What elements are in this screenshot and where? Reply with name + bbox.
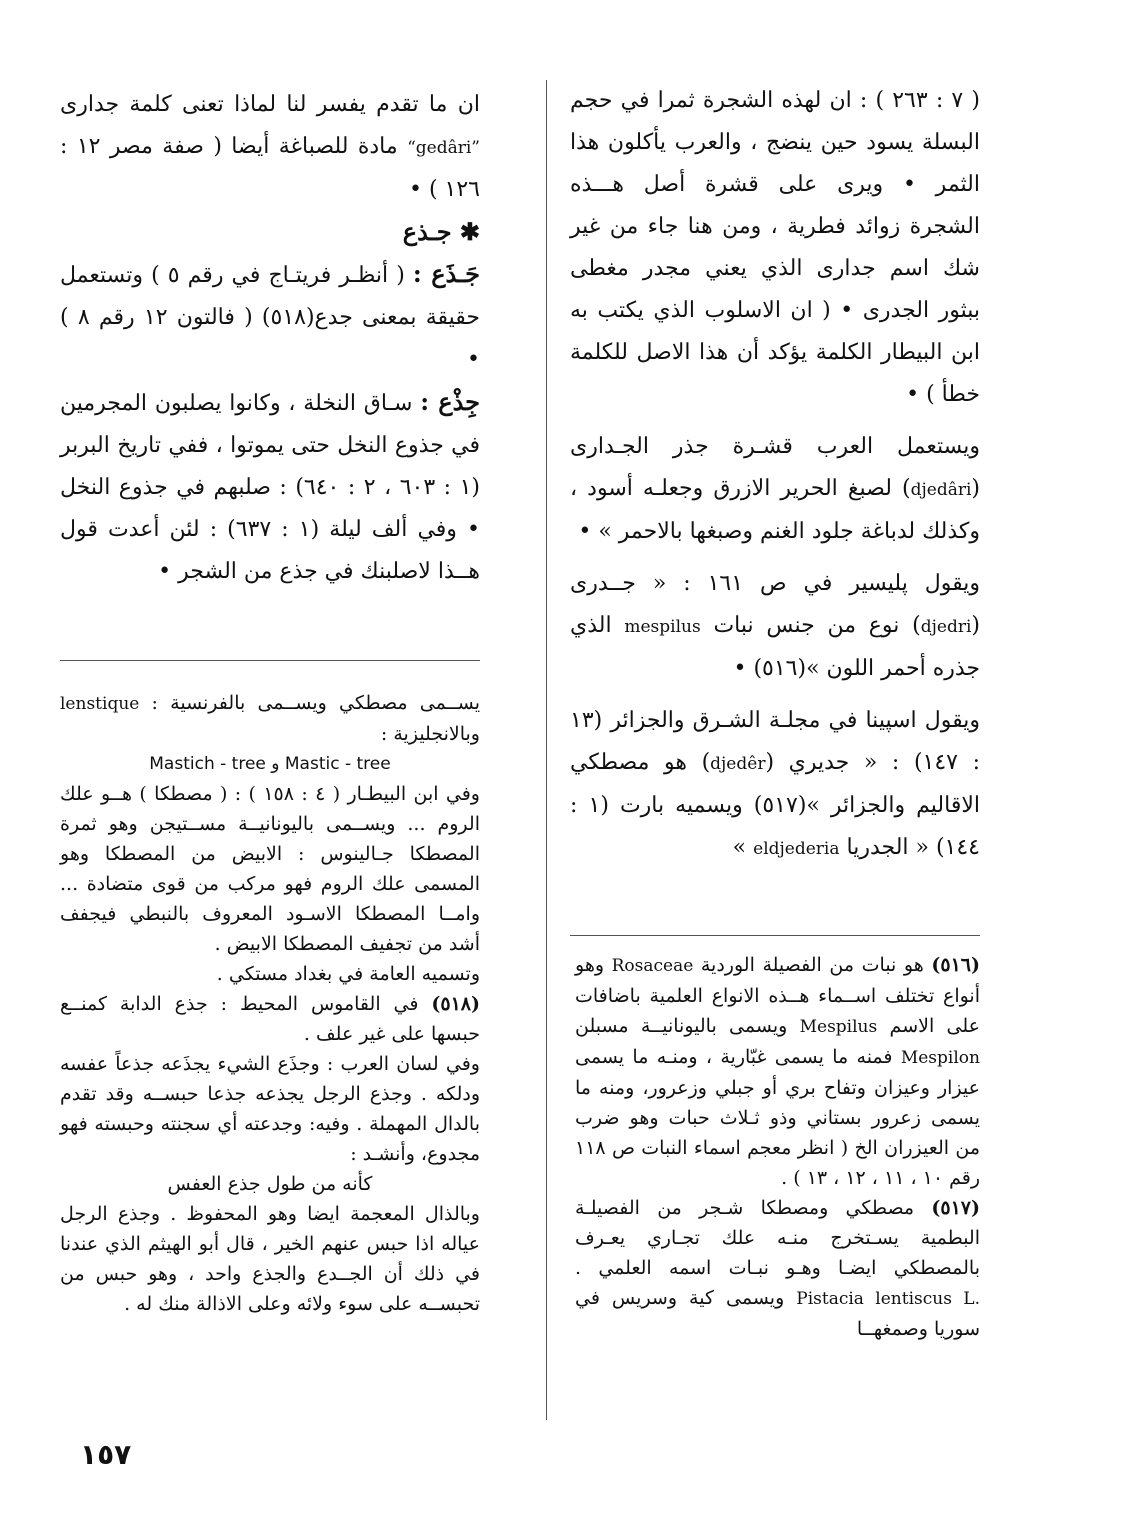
- text-run: يســمى مصطكي ويســمى بالفرنسية :: [151, 692, 480, 714]
- text-run: ويقول پليسير في ص ١٦١ : « جــدرى: [570, 571, 980, 596]
- text-run: ويقول اسپينا في مجلـة الشـرق والجزائر (١٣ : ١٤٧) : « جديري: [570, 708, 980, 775]
- entry-term: جَـذَع :: [412, 259, 481, 288]
- text-run: الذي جذره أحمر اللون »(٥١٦) •: [570, 613, 980, 681]
- footnote-paragraph: وفي ابن البيطـار ( ٤ : ١٥٨ ) : ( مصطكا ) هــو علك الروم ... ويســمى باليونانيــة مســتيجن وهو ثمرة المصطكا جـالينوس : الابيض من المصطكا وهو المسمى علك الروم فهو مركب من قوى متضادة ... وامــا المصطكا الاسـود المعروف بالنبطي فيجفف أشد من تجفيف المصطكا الابيض .: [60, 783, 480, 955]
- latin-term: Mastic - tree: [284, 754, 391, 774]
- entry-text: ( أنظـر فريتـاج في رقم ٥ ) وتستعمل حقيقة بمعنى جدع(٥١٨) ( فالتون ١٢ رقم ٨ ) •: [60, 263, 480, 372]
- right-column-text: [570, 80, 980, 880]
- entry-term: جِذْع :: [420, 387, 481, 416]
- section-heading: ✱ جـذع: [402, 217, 480, 246]
- text-run: نوع من جنس نبات: [713, 613, 900, 638]
- entry: [60, 381, 480, 593]
- paragraph: ويقول اسپينا في مجلـة الشـرق والجزائر (١٣ : ١٤٧) : « جديري (djedêr) هو مصطكي الاقاليم والجزائر »(٥١٧) ويسميه بارت (١ : ١٤٤) « الجدريا eldjederia »: [570, 708, 980, 860]
- page-number: ١٥٧: [80, 1438, 132, 1471]
- footnote-518: [60, 989, 480, 1049]
- text-run: هو مصطكي الاقاليم والجزائر »(٥١٧) ويسميه بارت (١ : ١٤٤) « الجدريا: [570, 750, 980, 860]
- paragraph: ويقول پليسير في ص ١٦١ : « جــدرى (djedri) نوع من جنس نبات mespilus الذي جذره أحمر اللون »(٥١٦) •: [570, 571, 980, 681]
- footnote-text: مصطكي ومصطكا شـجر من الفصيلـة البطمية يسـتخرج منـه علك تجـاري يعـرف بالمصطكي ايضـا وهـو نبـات اسمه العلمي .: [575, 1197, 980, 1279]
- entry-text: سـاق النخلة ، وكانوا يصلبون المجرمين في جذوع النخل حتى يموتوا ، ففي تاريخ البربر (١ : ٦٠٣ ، ٢ : ٦٤٠) : صلبهم في جذوع النخل • وفي ألف ليلة (١ : ٦٣٧) : لئن أعدت قول هــذا لاصلبنك في جذع من الشجر •: [60, 391, 480, 584]
- footnote-paragraph: [60, 688, 480, 749]
- text-run: لصبغ الحرير الازرق وجعلـه أسود ، وكذلك لدباغة جلود الغنم وصبغها بالاحمر » •: [570, 476, 980, 544]
- entry: [60, 253, 480, 381]
- latin-term: Rosaceae: [611, 956, 694, 976]
- footnote-paragraph: وفي لسان العرب : وجذَع الشيء يجذَعه جذعاً عفسه ودلكه . وجذع الرجل يجذعه جذعا حبســه وقد تقدم بالدال المهملة . وفيه: وجدعته أي سجنته وحبسته فهو مجدوع، وأنشـد :: [60, 1053, 480, 1165]
- latin-term: Pistacia lentiscus L.: [796, 1289, 981, 1309]
- right-footnote-rule: [570, 935, 980, 936]
- footnote-text: وهو أنواع تختلف اســماء هــذه الانواع العلمية باضافات على الاسم: [575, 954, 980, 1037]
- footnote-paragraph: وتسميه العامة في بغداد مستكي .: [216, 963, 480, 985]
- footnote-text: فمنه ما يسمى غبّارية ، ومنـه ما يسمى عيزار وعيزان وتفاح بري أو جبلي وزعرور، ومنه ما يسمى زعرور بستاني وذو ثـلاث حبات وهو ضرب من العيزران الخ ( انظر معجم اسماء النبات ص ١١٨ رقم ١٠ ، ١١ ، ١٢ ، ١٣ ) .: [575, 1046, 980, 1189]
- text-run: ان ما تقدم يفسر لنا لماذا تعنى كلمة جدارى: [60, 92, 480, 117]
- left-footnotes: [60, 688, 480, 1319]
- footnote-number: (٥١٦): [931, 954, 980, 976]
- latin-term: “gedâri”: [407, 138, 480, 158]
- latin-term: Mastich - tree: [149, 754, 266, 774]
- text-run: ويستعمل العرب قشـرة جذر الجـدارى: [570, 434, 980, 459]
- left-footnote-rule: [60, 660, 480, 661]
- paragraph: [60, 84, 480, 211]
- english-names-line: [60, 749, 480, 779]
- latin-term: Mespilus: [799, 1017, 878, 1037]
- paragraph: ( ٧ : ٢٦٣ ) : ان لهذه الشجرة ثمرا في حجم البسلة يسود حين ينضج ، والعرب يأكلون هذا الثمر • ويرى على قشرة أصل هـــذه الشجرة زوائد فطرية ، ومن هنا جاء من غير شك اسم جدارى الذي يعني مجدر مغطى ببثور الجدرى • ( ان الاسلوب الذي يكتب به ابن البيطار الكلمة يؤكد أن هذا الاصل للكلمة خطأ ) •: [570, 88, 980, 407]
- footnote-number: (٥١٨): [431, 993, 480, 1015]
- text-run: »: [732, 835, 747, 860]
- latin-term: eldjederia: [753, 839, 840, 859]
- footnote-text: ويسمى باليونانيــة مسبلن: [575, 1015, 788, 1037]
- text-run: مادة للصباغة أيضا ( صفة مصر ١٢ : ١٢٦ ) •: [60, 134, 480, 202]
- latin-term: djedêr: [710, 754, 766, 774]
- left-column-text: [60, 84, 480, 593]
- footnote-paragraph: وبالذال المعجمة ايضا وهو المحفوظ . وجذع الرجل عياله اذا حبس عنهم الخير ، قال أبو الهيثم الذي عندنا في ذلك أن الجــدع والجذع واحد ، وهو حبس من تحبســه على سوء ولائه وعلى الاذالة منك له .: [60, 1203, 480, 1315]
- latin-term: djedri: [920, 617, 972, 637]
- column-divider: [546, 80, 547, 1420]
- text-run: وبالانجليزية :: [380, 723, 480, 745]
- footnote-text: ويسمى كية وسريس في سوريا وصمغهــا: [575, 1287, 980, 1340]
- footnote-517: [575, 1193, 980, 1344]
- latin-term: Mespilon: [900, 1048, 980, 1068]
- footnote-516: [575, 950, 980, 1193]
- latin-term: lenstique: [60, 694, 140, 714]
- verse-line: كأنه من طول جذع العفس: [167, 1173, 373, 1195]
- latin-term: mespilus: [624, 617, 701, 637]
- footnote-number: (٥١٧): [931, 1197, 980, 1219]
- latin-term: djedâri: [910, 480, 972, 500]
- footnote-text: هو نبات من الفصيلة الوردية: [700, 954, 924, 976]
- right-footnotes: [575, 950, 980, 1344]
- paragraph: ويستعمل العرب قشـرة جذر الجـدارى (djedâri) لصبغ الحرير الازرق وجعلـه أسود ، وكذلك لدباغة جلود الغنم وصبغها بالاحمر » •: [570, 434, 980, 544]
- conjunction: و: [271, 754, 280, 774]
- footnote-text: في القاموس المحيط : جذع الدابة كمنــع حبسها على غير علف .: [60, 993, 480, 1045]
